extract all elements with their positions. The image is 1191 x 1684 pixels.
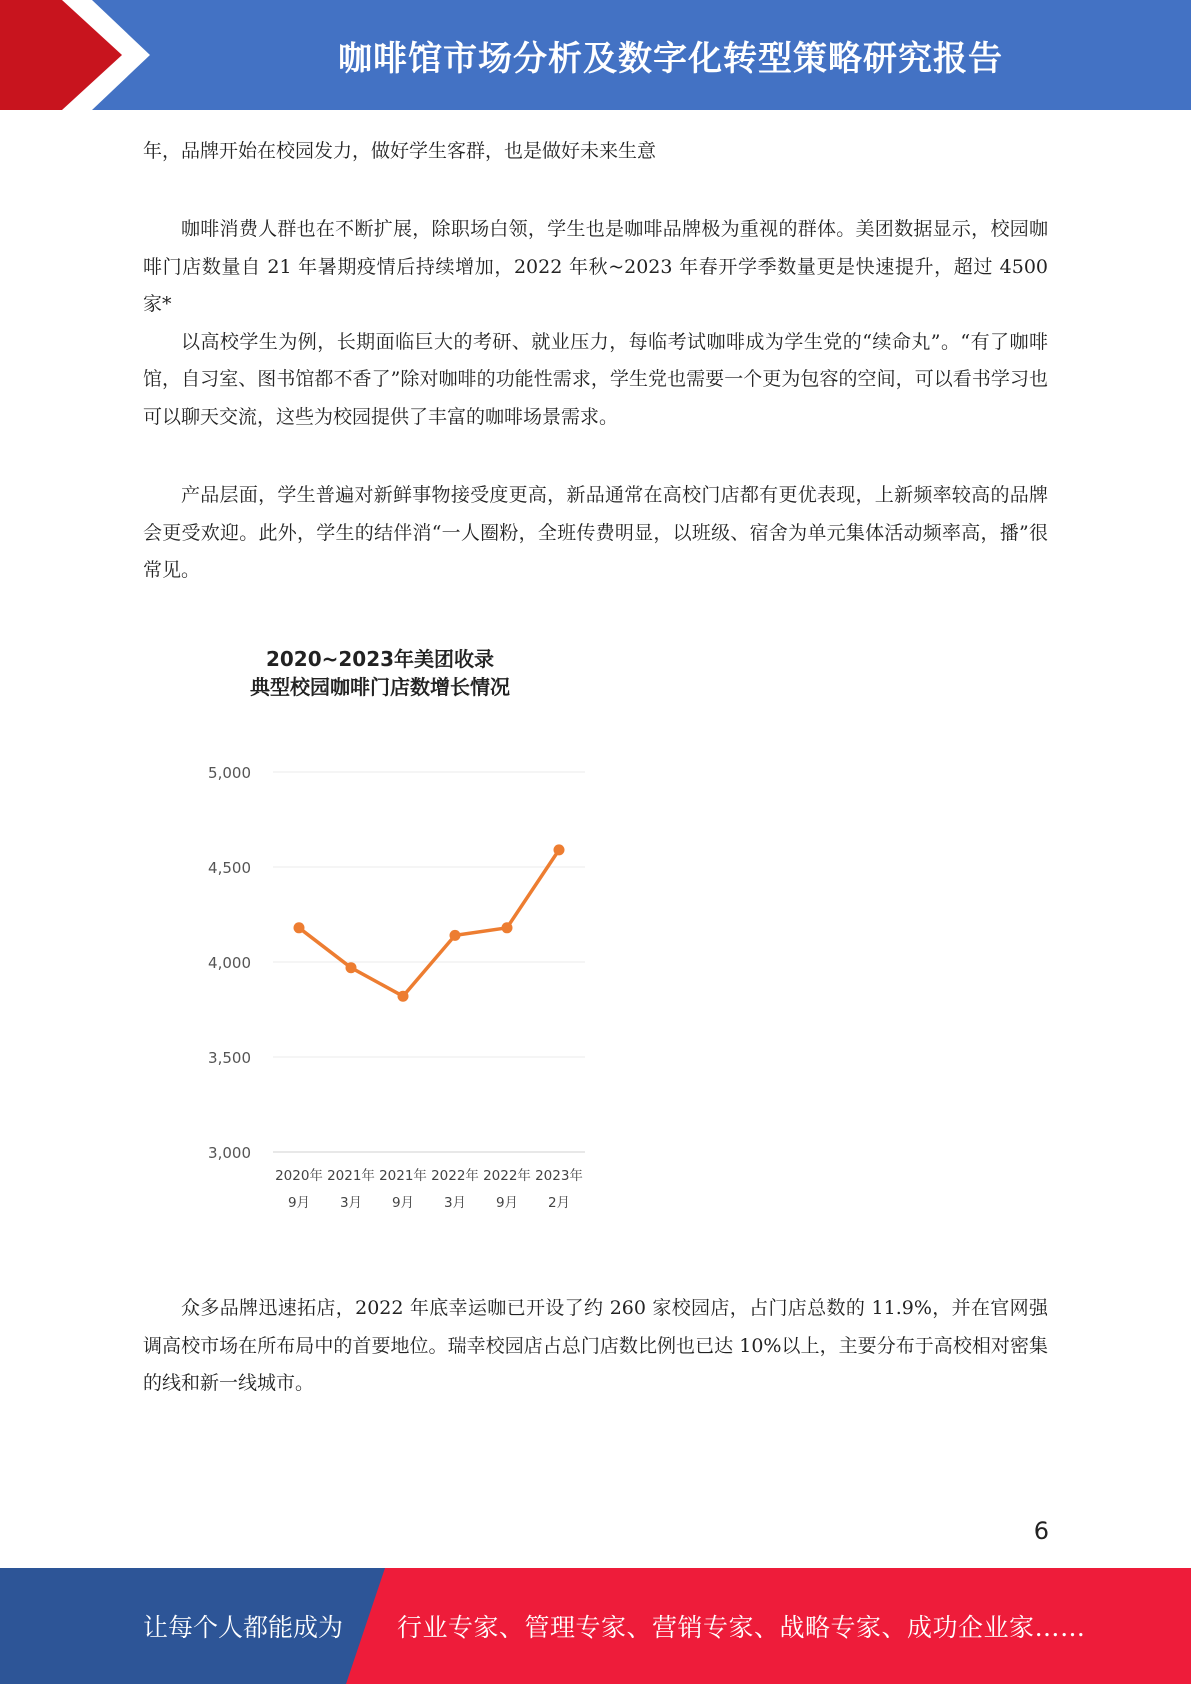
y-tick-label: 3,500 <box>208 1049 251 1067</box>
paragraph-text: 年，品牌开始在校园发力，做好学生客群，也是做好未来生意 <box>143 140 657 162</box>
x-tick-label-month: 9月 <box>495 1195 519 1211</box>
x-tick-label-year: 2021年 <box>327 1168 375 1184</box>
header-chevron-decoration <box>0 0 170 110</box>
chart-title-line-2: 典型校园咖啡门店数增长情况 <box>250 675 510 699</box>
footer-slogan-right: 行业专家、管理专家、营销专家、战略专家、成功企业家…… <box>397 1613 1086 1642</box>
y-tick-label: 5,000 <box>208 764 251 782</box>
x-tick-label-month: 9月 <box>287 1195 311 1211</box>
store-growth-chart <box>180 635 620 1225</box>
x-tick-label-month: 9月 <box>391 1195 415 1211</box>
x-tick-label-year: 2022年 <box>431 1168 479 1184</box>
x-tick-label-month: 2月 <box>547 1195 571 1211</box>
paragraph-text: 以高校学生为例，长期面临巨大的考研、就业压力，每临考试咖啡成为学生党的“续命丸”。“有了咖啡馆，自习室、图书馆都不香了”除对咖啡的功能性需求，学生党也需要一个更为包容的空间，可以看书学习也可以聊天交流，这些为校园提供了丰富的咖啡场景需求。 <box>143 330 1048 428</box>
paragraph-text: 产品层面，学生普遍对新鲜事物接受度更高，新品通常在高校门店都有更优表现，上新频率较高的品牌会更受欢迎。此外，学生的结伴消“一人圈粉，全班传费明显，以班级、宿舍为单元集体活动频率高，播”很常见。 <box>143 484 1048 581</box>
data-point <box>450 930 461 941</box>
y-tick-label: 3,000 <box>208 1144 251 1162</box>
x-tick-label-year: 2022年 <box>483 1168 531 1184</box>
chart-plot <box>180 635 620 1225</box>
paragraph-2-3 <box>143 211 1048 436</box>
x-tick-label-year: 2023年 <box>535 1168 583 1184</box>
x-tick-label-year: 2021年 <box>379 1168 427 1184</box>
report-title: 咖啡馆市场分析及数字化转型策略研究报告 <box>338 38 1003 79</box>
x-tick-label-month: 3月 <box>339 1195 363 1211</box>
paragraph-text: 咖啡消费人群也在不断扩展，除职场白领，学生也是咖啡品牌极为重视的群体。美团数据显示，校园咖啡门店数量自 21 年暑期疫情后持续增加，2022 年秋~2023 年春开学季数量更是快速提升，超过 4500 家* <box>143 218 1048 315</box>
data-point <box>502 922 513 933</box>
data-point <box>346 962 357 973</box>
data-point <box>294 922 305 933</box>
paragraph-4 <box>143 477 1048 590</box>
page-number: 6 <box>1033 1517 1049 1545</box>
page-footer <box>0 1568 1191 1684</box>
x-tick-label-month: 3月 <box>443 1195 467 1211</box>
y-tick-label: 4,500 <box>208 859 251 877</box>
footer-slogan-left: 让每个人都能成为 <box>143 1613 344 1642</box>
paragraph-5 <box>143 1290 1048 1403</box>
data-point <box>398 991 409 1002</box>
series-line <box>299 850 559 996</box>
paragraph-text: 众多品牌迅速拓店，2022 年底幸运咖已开设了约 260 家校园店，占门店总数的 11.9%，并在官网强调高校市场在所布局中的首要地位。瑞幸校园店占总门店数比例也已达 10%以上，主要分布于高校相对密集的线和新一线城市。 <box>143 1297 1048 1394</box>
chart-title-line-1: 2020~2023年美团收录 <box>265 647 495 671</box>
page-header <box>0 0 1191 110</box>
y-tick-label: 4,000 <box>208 954 251 972</box>
x-tick-label-year: 2020年 <box>275 1168 323 1184</box>
data-point <box>554 844 565 855</box>
paragraph-1 <box>143 133 1048 171</box>
